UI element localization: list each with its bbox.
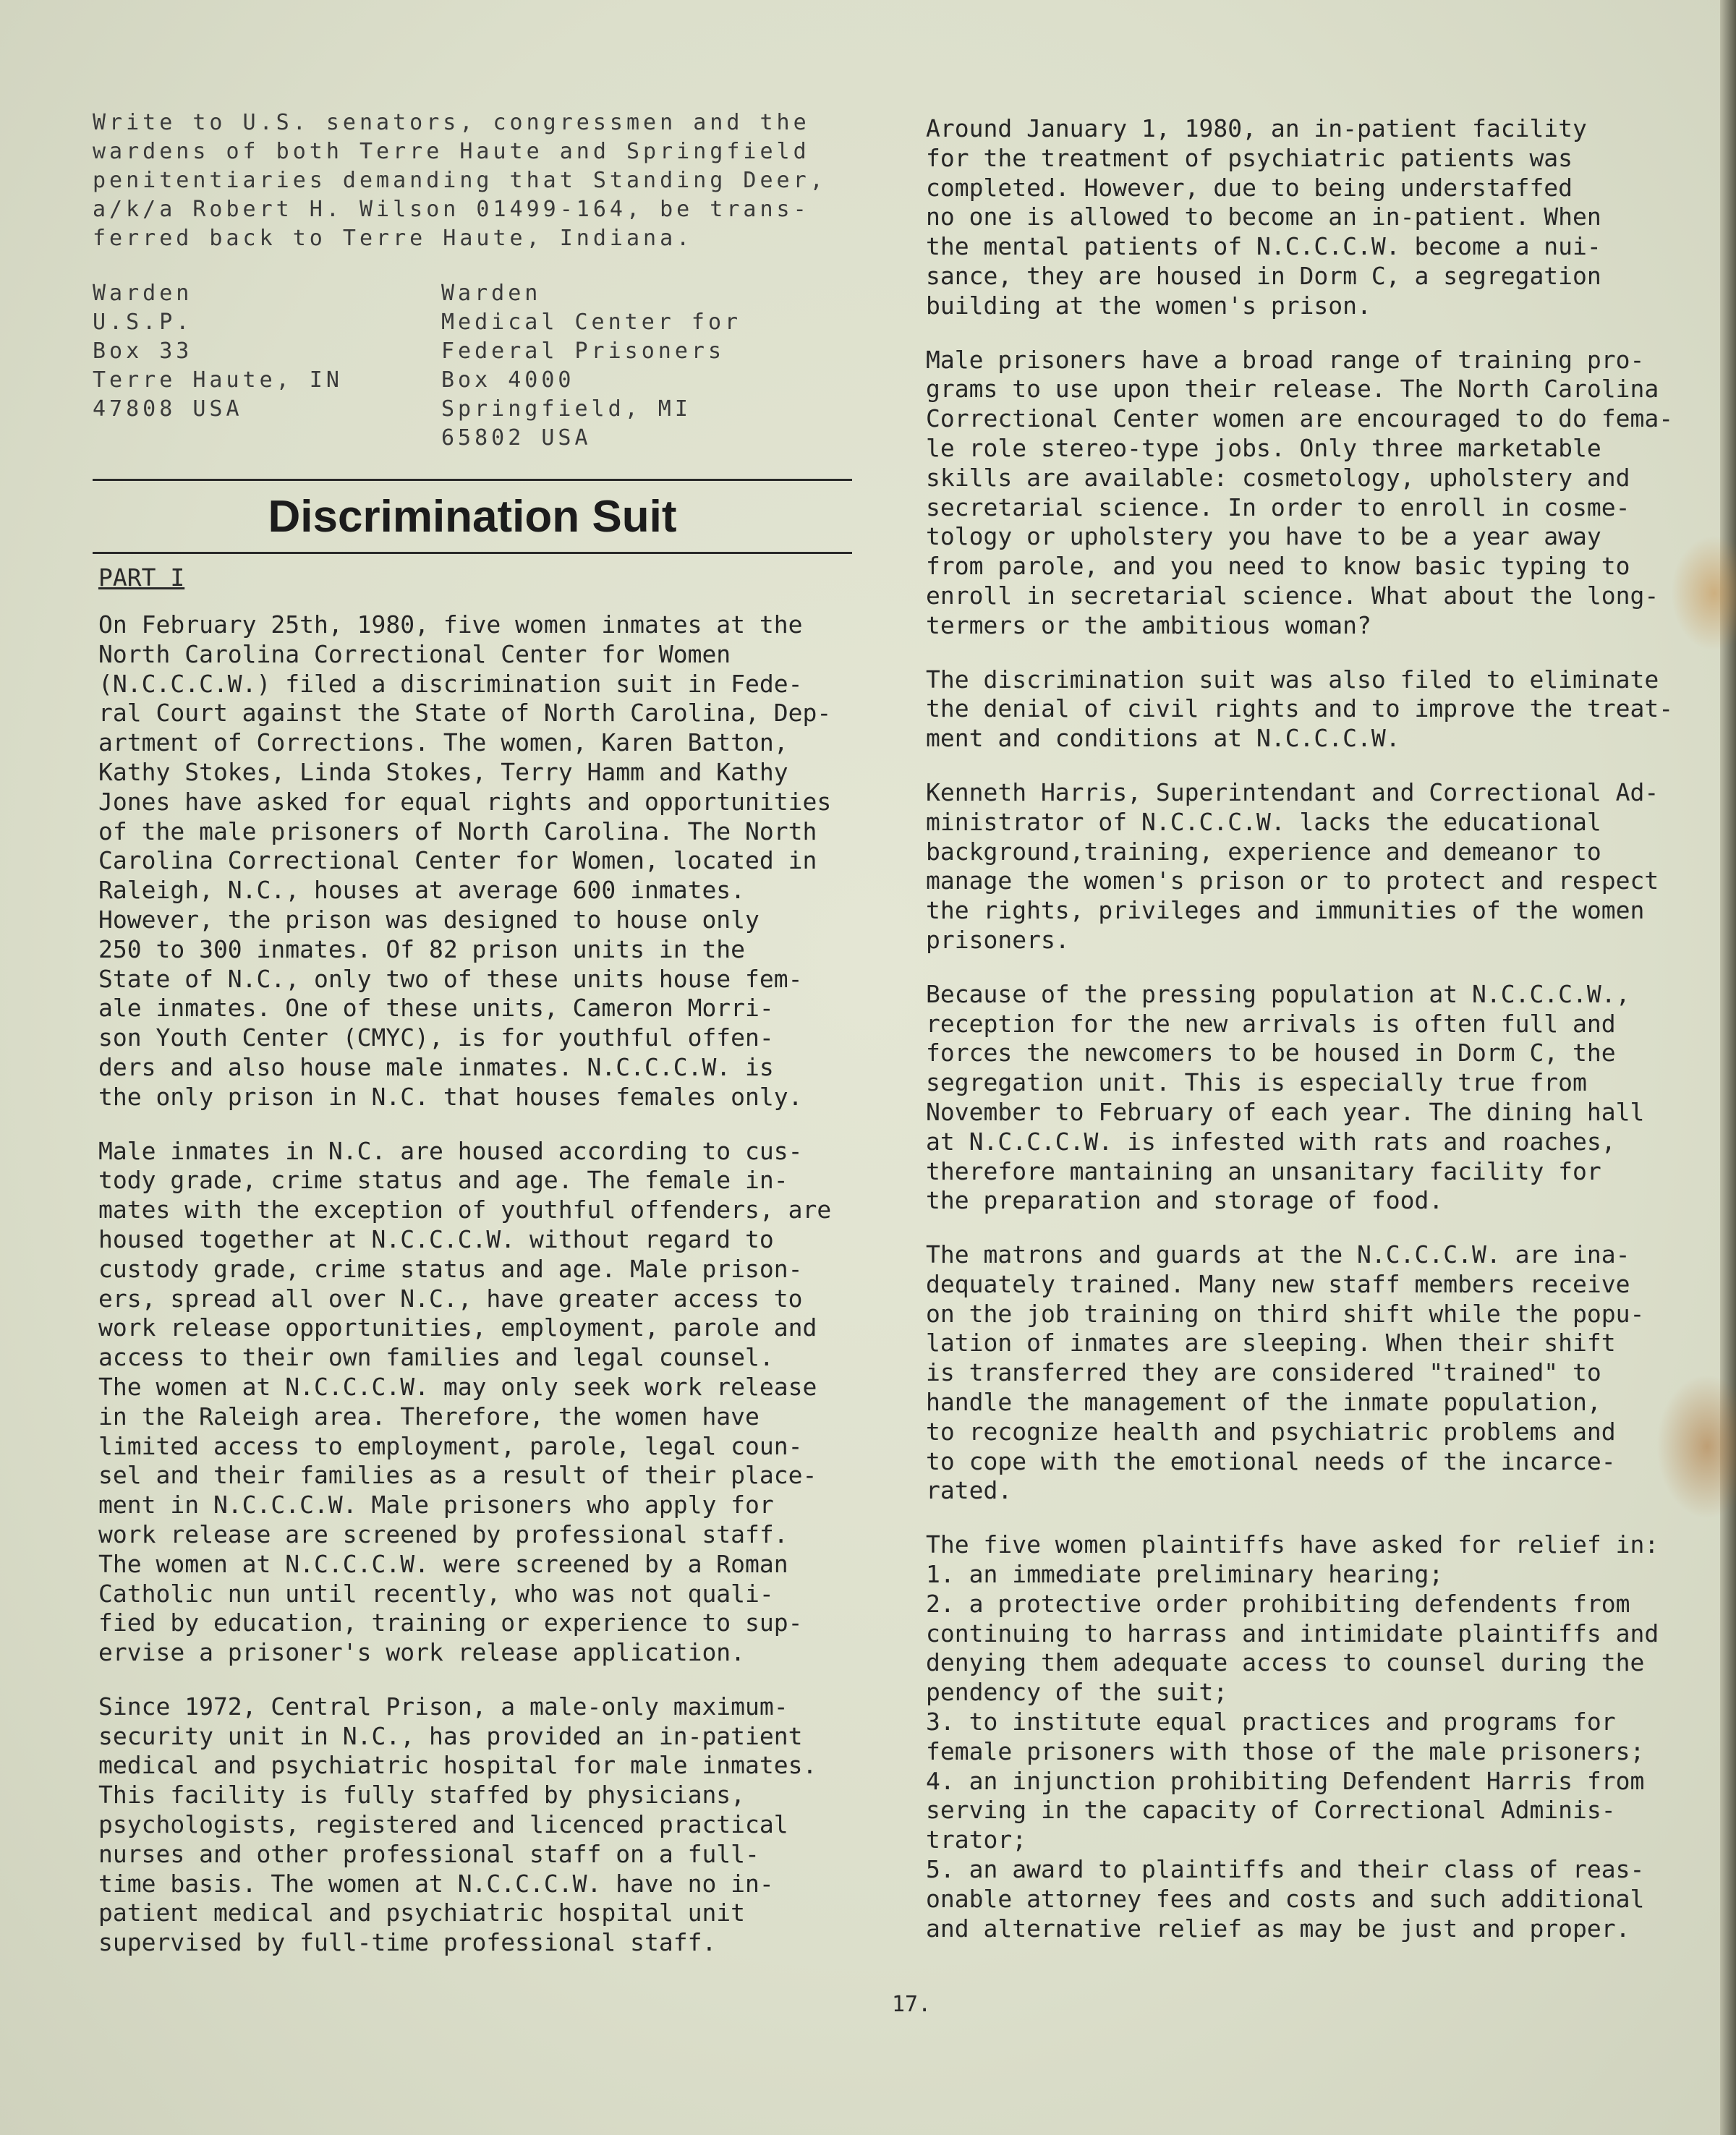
address-springfield: Warden Medical Center for Federal Prisoners Box 4000 Springfield, MI 65802 USA — [441, 281, 742, 451]
paragraph: On February 25th, 1980, five women inmates at the North Carolina Correctional Center for Women (N.C.C.C.W.) filed a discrimination suit in Fede- ral Court against the State of North Carolina, Dep- artment of Corrections. The women, Karen Batton, Kathy Stokes, Linda Stokes, Terry Hamm and Kathy Jones have asked for equal rights and opportunities of the male prisoners of North Carolina. The North Carolina Correctional Center for Women, located in Raleigh, N.C., houses at average 600 inmates. However, the prison was designed to house only 250 to 300 inmates. Of 82 prison units in the State of N.C., only two of these units house fem- ale inmates. One of these units, Cameron Morri- son Youth Center (CMYC), is for youthful offen- ders and also house male inmates. N.C.C.C.W. is the only prison in N.C. that houses females only. — [98, 610, 832, 1111]
paragraph: Kenneth Harris, Superintendant and Correctional Ad- ministrator of N.C.C.C.W. lacks the educational background,training, experience and demeanor to manage the women's prison or to protect and respect the rights, privileges and immunities of the women prisoners. — [926, 777, 1659, 954]
paragraph: Male inmates in N.C. are housed according to cus- tody grade, crime status and age. The female in- mates with the exception of youthful offenders, are housed together at N.C.C.C.W. without regard to custody grade, crime status and age. Male prison- ers, spread all over N.C., have greater access to work release opportunities, employment, parole and access to their own families and legal counsel. The women at N.C.C.C.W. may only seek work release in the Raleigh area. Therefore, the women have limited access to employment, parole, legal coun- sel and their families as a result of their place- ment in N.C.C.C.W. Male prisoners who apply for work release are screened by professional staff. The women at N.C.C.C.W. were screened by a Roman Catholic nun until recently, who was not quali- fied by education, training or experience to sup- ervise a prisoner's work release application. — [98, 1136, 832, 1667]
relief-list: The five women plaintiffs have asked for relief in: 1. an immediate preliminary hearing; 2. a protective order prohibiting defendents from continuing to harrass and intimidate plaintiffs and denying them adequate access to counsel during the pendency of the suit; 3. to institute equal practices and programs for female prisoners with those of the male prisoners; 4. an injunction prohibiting Defendent Harris from serving in the capacity of Correctional Adminis- trator; 5. an award to plaintiffs and their class of reas- onable attorney fees and costs and such additional and alternative relief as may be just and proper. — [926, 1530, 1659, 1943]
part-heading: PART I — [98, 563, 185, 592]
paragraph: Around January 1, 1980, an in-patient facility for the treatment of psychiatric patients was completed. However, due to being understaffed no one is allowed to become an in-patient. When the mental patients of N.C.C.C.W. become a nui- sance, they are housed in Dorm C, a segregation building at the women's prison. — [926, 114, 1601, 320]
paragraph: The matrons and guards at the N.C.C.C.W. are ina- dequately trained. Many new staff members receive on the job training on third shift while the popu- lation of inmates are sleeping. When their shift is transferred they are considered "trained" to handle the management of the inmate population, to recognize health and psychiatric problems and to cope with the emotional needs of the incarce- rated. — [926, 1240, 1645, 1505]
article-title: Discrimination Suit — [268, 492, 677, 542]
paragraph: Because of the pressing population at N.C.C.C.W., reception for the new arrivals is often full and forces the newcomers to be housed in Dorm C, the segregation unit. This is especially true from November to February of each year. The dining hall at N.C.C.C.W. is infested with rats and roaches, therefore mantaining an unsanitary facility for the preparation and storage of food. — [926, 979, 1645, 1215]
page-edge — [1720, 0, 1736, 2135]
divider — [93, 552, 852, 554]
paragraph: The discrimination suit was also filed to eliminate the denial of civil rights and to improve the treat- ment and conditions at N.C.C.C.W. — [926, 665, 1674, 753]
address-block — [93, 279, 859, 453]
right-column — [926, 114, 1693, 1968]
page-number: 17. — [892, 1992, 932, 2017]
intro-paragraph: Write to U.S. senators, congressmen and the wardens of both Terre Haute and Springfield penitentiaries demanding that Standing Deer, a/k/a Robert H. Wilson 01499-164, be trans- ferred back to Terre Haute, Indiana. — [93, 110, 827, 251]
address-terre-haute: Warden U.S.P. Box 33 Terre Haute, IN 47808 USA — [93, 281, 343, 422]
left-column — [93, 108, 859, 1982]
paragraph: Male prisoners have a broad range of training pro- grams to use upon their release. The North Carolina Correctional Center women are encouraged to do fema- le role stereo-type jobs. Only three marketable skills are available: cosmetology, upholstery and secretarial science. In order to enroll in cosme- tology or upholstery you have to be a year away from parole, and you need to know basic typing to enroll in secretarial science. What about the long- termers or the ambitious woman? — [926, 345, 1674, 639]
divider — [93, 479, 852, 481]
paragraph: Since 1972, Central Prison, a male-only maximum- security unit in N.C., has provided an in-patient medical and psychiatric hospital for male inmates. This facility is fully staffed by physicians, psychologists, registered and licenced practical nurses and other professional staff on a full- time basis. The women at N.C.C.C.W. have no in- patient medical and psychiatric hospital unit supervised by full-time professional staff. — [98, 1692, 817, 1957]
